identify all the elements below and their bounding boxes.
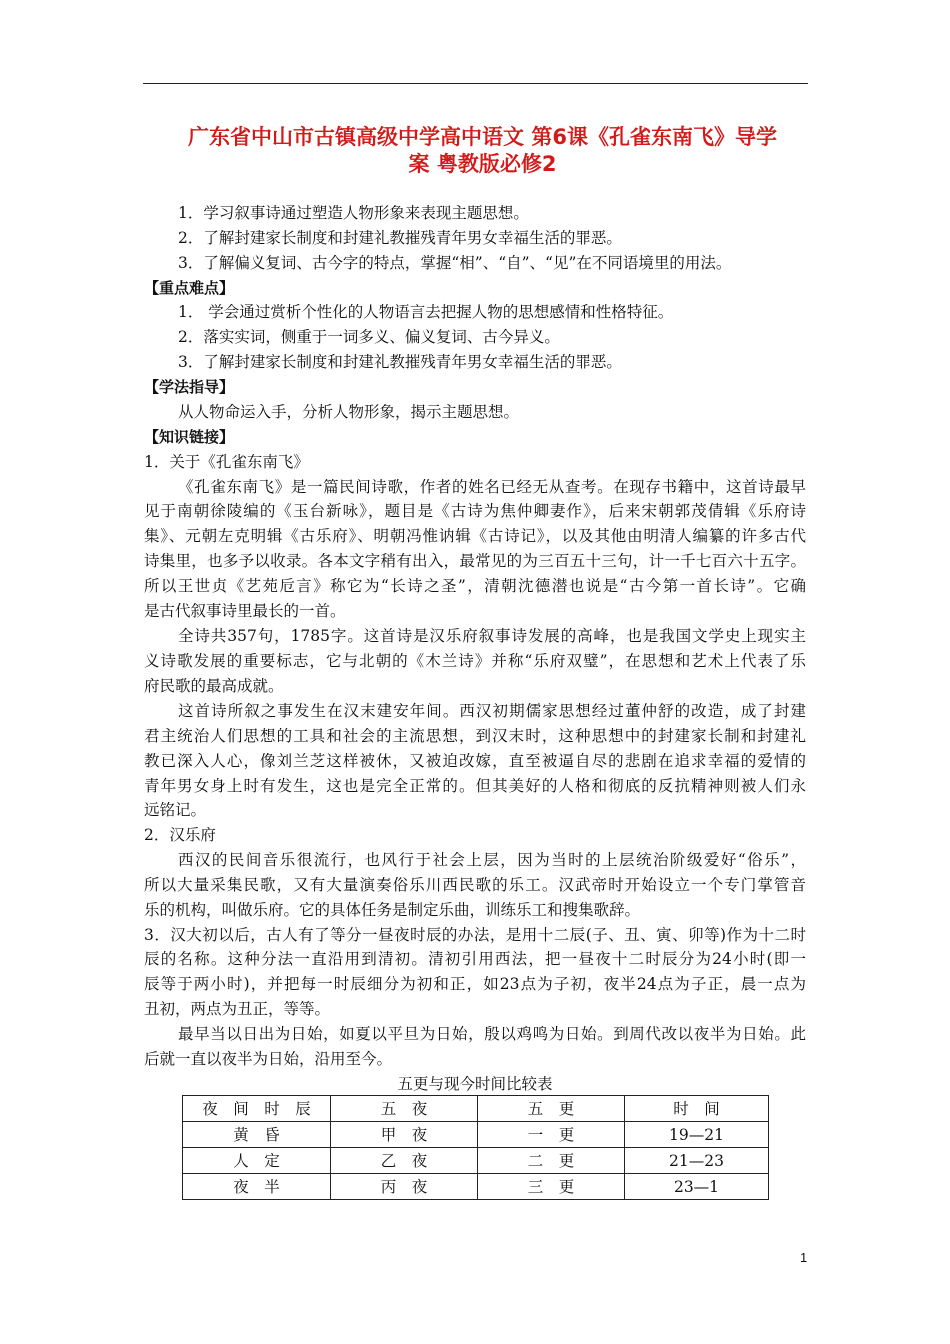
sec3-p1-line: 丑初，两点为丑正，等等。 bbox=[144, 1000, 331, 1018]
method-text: 从人物命运入手，分析人物形象，揭示主题思想。 bbox=[178, 403, 520, 421]
sec2-p1-line: 所以大量采集民歌，又有大量演奏俗乐川西民歌的乐工。汉武帝时开始设立一个专门掌管音 bbox=[144, 876, 806, 894]
table-header-cell: 时 间 bbox=[625, 1096, 769, 1122]
table-caption: 五更与现今时间比较表 bbox=[397, 1075, 553, 1093]
key-point-1: 1． 学会通过赏析个性化的人物语言去把握人物的思想感情和性格特征。 bbox=[178, 303, 674, 321]
sec1-p1-line: 集》、元朝左克明辑《古乐府》、明朝冯惟讷辑《古诗记》，以及其他由明清人编纂的许多古代 bbox=[144, 527, 806, 545]
sec1-p3-line: 这首诗所叙之事发生在汉末建安年间。西汉初期儒家思想经过董仲舒的改造，成了封建 bbox=[178, 702, 806, 720]
sec1-p1-line: 《孔雀东南飞》是一篇民间诗歌，作者的姓名已经无从查考。在现存书籍中，这首诗最早 bbox=[178, 478, 806, 496]
sec1-p3-line: 青年男女身上时有发生，这也是完全正常的。但其美好的人格和彻底的反抗精神则被人们永 bbox=[144, 777, 806, 795]
table-cell: 丙 夜 bbox=[331, 1174, 478, 1200]
table-row bbox=[183, 1122, 769, 1148]
table-cell: 乙 夜 bbox=[331, 1148, 478, 1174]
sec1-p1-line: 是古代叙事诗里最长的一首。 bbox=[144, 602, 346, 620]
goal-2: 2．了解封建家长制度和封建礼教摧残青年男女幸福生活的罪恶。 bbox=[178, 229, 622, 247]
section-1-title: 1．关于《孔雀东南飞》 bbox=[144, 453, 309, 471]
table-cell: 21—23 bbox=[625, 1148, 769, 1174]
page-title bbox=[150, 124, 815, 178]
page-number: 1 bbox=[800, 1250, 808, 1265]
sec3-p1-line: 辰等于两小时)，并把每一时辰细分为初和正，如23点为子初，夜半24点为子正，晨一点为 bbox=[144, 975, 806, 993]
sec1-p1-line: 见于南朝徐陵编的《玉台新咏》，题目是《古诗为焦仲卿妻作》，后来宋朝郭茂倩辑《乐府诗 bbox=[144, 502, 806, 520]
sec3-p2-line: 最早当以日出为日始，如夏以平旦为日始，殷以鸡鸣为日始。到周代改以夜半为日始。此 bbox=[178, 1025, 806, 1043]
key-point-2: 2．落实实词，侧重于一词多义、偏义复词、古今异义。 bbox=[178, 328, 560, 346]
table-header-cell: 夜 间 时 辰 bbox=[183, 1096, 331, 1122]
method-heading: 【学法指导】 bbox=[144, 378, 235, 396]
sec1-p3-line: 君主统治人们思想的工具和社会的主流思想，到汉末时，这种思想中的封建家长制和封建礼 bbox=[144, 727, 806, 745]
sec1-p1-line: 诗集里，也多予以收录。各本文字稍有出入，最常见的为三百五十三句，计一千七百六十五字。 bbox=[144, 552, 806, 570]
link-heading: 【知识链接】 bbox=[144, 428, 235, 446]
sec1-p3-line: 远铭记。 bbox=[144, 801, 207, 819]
title-line-1: 广东省中山市古镇高级中学高中语文 第6课《孔雀东南飞》导学 bbox=[188, 125, 777, 149]
sec3-p1-line: 辰的名称。这种分法一直沿用到清初。清初引用西法，把一昼夜十二时辰分为24小时(即一 bbox=[144, 950, 806, 968]
key-point-3: 3．了解封建家长制度和封建礼教摧残青年男女幸福生活的罪恶。 bbox=[178, 353, 622, 371]
table-header-cell: 五 更 bbox=[478, 1096, 625, 1122]
table-cell: 黄 昏 bbox=[183, 1122, 331, 1148]
sec3-p1-line: 3．汉大初以后，古人有了等分一昼夜时辰的办法，是用十二辰(子、丑、寅、卯等)作为十二时 bbox=[144, 926, 806, 944]
table-cell: 人 定 bbox=[183, 1148, 331, 1174]
sec3-p2-line: 后就一直以夜半为日始，沿用至今。 bbox=[144, 1050, 393, 1068]
sec2-p1-line: 西汉的民间音乐很流行，也风行于社会上层，因为当时的上层统治阶级爱好“俗乐”， bbox=[178, 851, 806, 869]
table-cell: 三 更 bbox=[478, 1174, 625, 1200]
sec2-p1-line: 乐的机构，叫做乐府。它的具体任务是制定乐曲，训练乐工和搜集歌辞。 bbox=[144, 901, 641, 919]
goal-1: 1．学习叙事诗通过塑造人物形象来表现主题思想。 bbox=[178, 204, 529, 222]
sec1-p2-line: 府民歌的最高成就。 bbox=[144, 677, 284, 695]
key-heading: 【重点难点】 bbox=[144, 279, 235, 297]
sec1-p2-line: 全诗共357句，1785字。这首诗是汉乐府叙事诗发展的高峰，也是我国文学史上现实主 bbox=[178, 627, 806, 645]
table-header-cell: 五 夜 bbox=[331, 1096, 478, 1122]
sec1-p3-line: 教已深入人心，像刘兰芝这样被休，又被迫改嫁，直至被逼自尽的悲剧在追求幸福的爱情的 bbox=[144, 752, 806, 770]
table-cell: 一 更 bbox=[478, 1122, 625, 1148]
sec1-p1-line: 所以王世贞《艺苑卮言》称它为“长诗之圣”，清朝沈德潜也说是“古今第一首长诗”。它确 bbox=[144, 577, 806, 595]
time-comparison-table bbox=[182, 1095, 769, 1200]
table-row bbox=[183, 1174, 769, 1200]
table-cell: 23—1 bbox=[625, 1174, 769, 1200]
table-cell: 甲 夜 bbox=[331, 1122, 478, 1148]
table-cell: 二 更 bbox=[478, 1148, 625, 1174]
title-line-2: 案 粤教版必修2 bbox=[408, 152, 557, 176]
table-header-row bbox=[183, 1096, 769, 1122]
table-cell: 夜 半 bbox=[183, 1174, 331, 1200]
table-row bbox=[183, 1148, 769, 1174]
header-rule bbox=[143, 83, 808, 84]
table-cell: 19—21 bbox=[625, 1122, 769, 1148]
goal-3: 3．了解偏义复词、古今字的特点，掌握“相”、“自”、“见”在不同语境里的用法。 bbox=[178, 254, 732, 272]
sec1-p2-line: 义诗歌发展的重要标志，它与北朝的《木兰诗》并称“乐府双璧”，在思想和艺术上代表了乐 bbox=[144, 652, 806, 670]
section-2-title: 2．汉乐府 bbox=[144, 826, 216, 844]
